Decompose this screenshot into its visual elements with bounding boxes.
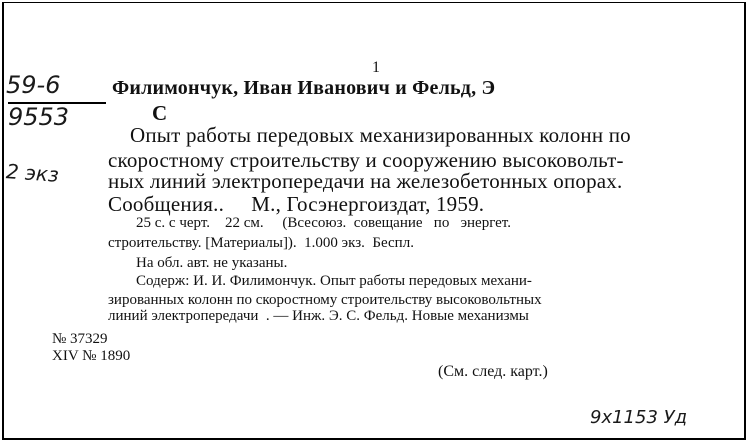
note-line: На обл. авт. не указаны. [136,255,288,271]
handwritten-shelf-mark-bottom: 9553 [8,103,70,131]
register-code: XIV № 1890 [52,348,131,364]
contents-line: линий электропередачи . — Инж. Э. С. Фельд. Новые механизмы [108,308,529,324]
register-number: № 37329 [52,331,108,347]
card-author: Филимончук, Иван Иванович и Фельд, Э [112,77,496,99]
contents-line: зированных колонн по скоростному строительству высоковольтных [108,292,542,308]
catalog-card [2,2,746,440]
handwritten-shelf-mark-top: 59-6 [6,71,61,99]
card-letter: С [152,101,168,125]
card-number: 1 [372,59,380,76]
title-line: ных линий электропередачи на железобетонных опорах. [108,169,623,193]
title-line: Опыт работы передовых механизированных колонн по [130,123,631,147]
details-line: 25 с. с черт. 22 см. (Всесоюз. совещание по энергет. [136,215,511,231]
title-line: скоростному строительству и сооружению высоковольт- [108,148,624,172]
title-line: Сообщения.. М., Госэнергоиздат, 1959. [108,192,485,216]
details-line: строительству. [Материалы]). 1.000 экз. Беспл. [108,235,414,251]
contents-line: Содерж: И. И. Филимончук. Опыт работы передовых механи- [136,273,532,289]
continuation-note: (См. след. карт.) [438,363,548,380]
handwritten-bottom-note: 9х1153 Уд [590,407,688,428]
handwritten-copies-note: 2 экз [5,159,60,187]
